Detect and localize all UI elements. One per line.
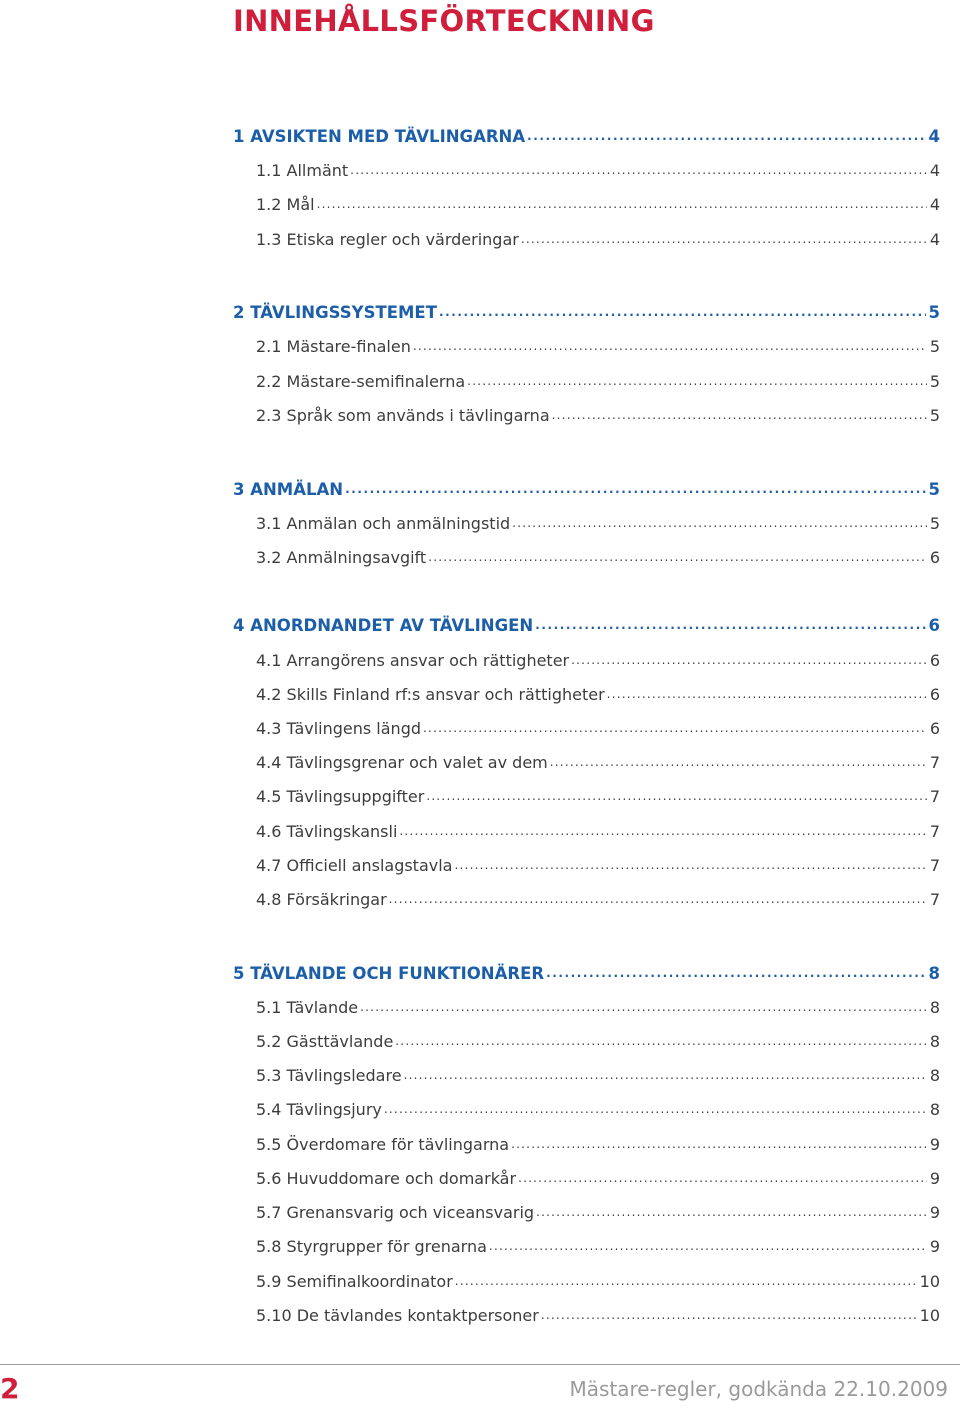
dot-leader: [317, 197, 927, 211]
dot-leader: [404, 1068, 927, 1082]
toc-entry[interactable]: [256, 541, 940, 567]
toc-entry-label: 5.1 Tävlande: [256, 998, 359, 1017]
toc-entry-page: 7: [929, 890, 940, 909]
dot-leader: [360, 1000, 927, 1014]
toc-entry-label: 4.8 Försäkringar: [256, 890, 387, 909]
toc-entry-page: 8: [928, 964, 940, 983]
toc-entry-page: 4: [929, 161, 940, 180]
toc-entry-page: 5: [928, 303, 940, 322]
toc-entry[interactable]: [233, 296, 940, 322]
dot-leader: [511, 1137, 927, 1151]
dot-leader: [467, 374, 927, 388]
dot-leader: [607, 687, 927, 701]
dot-leader: [395, 1034, 927, 1048]
dot-leader: [389, 892, 927, 906]
toc-entry-page: 9: [929, 1237, 940, 1256]
toc-entry-page: 5: [929, 514, 940, 533]
toc-entry-page: 7: [929, 787, 940, 806]
toc-entry-page: 4: [929, 230, 940, 249]
toc-entry-label: 2 TÄVLINGSSYSTEMET: [233, 303, 437, 322]
toc-entry[interactable]: [256, 1093, 940, 1119]
dot-leader: [518, 1171, 927, 1185]
toc-entry-page: 4: [928, 127, 940, 146]
toc-entry[interactable]: [256, 399, 940, 425]
toc-entry-page: 5: [929, 337, 940, 356]
toc-entry[interactable]: [256, 1162, 940, 1188]
dot-leader: [552, 408, 927, 422]
dot-leader: [536, 1205, 927, 1219]
toc-entry[interactable]: [256, 712, 940, 738]
toc-entry[interactable]: [256, 991, 940, 1017]
toc-entry[interactable]: [233, 609, 940, 635]
toc-entry-label: 4.3 Tävlingens längd: [256, 719, 422, 738]
toc-entry-page: 7: [929, 856, 940, 875]
toc-entry-label: 5.4 Tävlingsjury: [256, 1100, 382, 1119]
toc-entry-page: 5: [929, 406, 940, 425]
toc-entry-page: 7: [929, 822, 940, 841]
toc-entry-page: 5: [929, 372, 940, 391]
toc-entry-label: 5.6 Huvuddomare och domarkår: [256, 1169, 517, 1188]
dot-leader: [521, 232, 927, 246]
dot-leader: [384, 1102, 927, 1116]
toc-entry[interactable]: [256, 188, 940, 214]
toc-entry-label: 3 ANMÄLAN: [233, 480, 344, 499]
toc-entry-page: 4: [929, 195, 940, 214]
toc-entry-label: 4 ANORDNANDET AV TÄVLINGEN: [233, 616, 534, 635]
toc-entry[interactable]: [256, 1128, 940, 1154]
toc-entry-page: 8: [929, 998, 940, 1017]
toc-entry-page: 6: [929, 651, 940, 670]
toc-entry-page: 9: [929, 1169, 940, 1188]
toc-entry-page: 8: [929, 1032, 940, 1051]
toc-entry-page: 6: [929, 685, 940, 704]
toc-entry[interactable]: [256, 365, 940, 391]
toc-entry[interactable]: [256, 780, 940, 806]
toc-entry[interactable]: [256, 330, 940, 356]
toc-entry-label: 1 AVSIKTEN MED TÄVLINGARNA: [233, 127, 526, 146]
dot-leader: [550, 755, 927, 769]
dot-leader: [350, 163, 927, 177]
dot-leader: [535, 618, 925, 632]
dot-leader: [413, 339, 927, 353]
dot-leader: [512, 516, 927, 530]
toc-entry-label: 1.1 Allmänt: [256, 161, 349, 180]
dot-leader: [527, 129, 925, 143]
toc-entry-label: 3.1 Anmälan och anmälningstid: [256, 514, 511, 533]
toc-entry-label: 2.2 Mästare-semifinalerna: [256, 372, 466, 391]
toc-entry-label: 5.3 Tävlingsledare: [256, 1066, 402, 1085]
toc-entry-label: 4.6 Tävlingskansli: [256, 822, 398, 841]
toc-entry[interactable]: [233, 957, 940, 983]
toc-entry-label: 4.4 Tävlingsgrenar och valet av dem: [256, 753, 548, 772]
dot-leader: [541, 1308, 917, 1322]
toc-entry[interactable]: [256, 746, 940, 772]
toc-entry[interactable]: [256, 1299, 940, 1325]
toc-entry-page: 8: [929, 1066, 940, 1085]
dot-leader: [489, 1239, 927, 1253]
dot-leader: [455, 1274, 917, 1288]
dot-leader: [426, 789, 926, 803]
toc-entry[interactable]: [256, 154, 940, 180]
toc-entry[interactable]: [256, 1059, 940, 1085]
toc-entry-label: 5.7 Grenansvarig och viceansvarig: [256, 1203, 535, 1222]
dot-leader: [571, 653, 927, 667]
toc-entry-page: 6: [928, 616, 940, 635]
dot-leader: [454, 858, 926, 872]
toc-entry[interactable]: [256, 1265, 940, 1291]
dot-leader: [439, 305, 926, 319]
toc-entry[interactable]: [233, 120, 940, 146]
toc-entry-label: 2.1 Mästare-finalen: [256, 337, 411, 356]
page-number: 2: [0, 1372, 20, 1405]
toc-entry-label: 2.3 Språk som används i tävlingarna: [256, 406, 550, 425]
footer-divider: [0, 1364, 960, 1365]
dot-leader: [428, 550, 927, 564]
dot-leader: [423, 721, 927, 735]
toc-entry-page: 10: [919, 1272, 940, 1291]
page-title: INNEHÅLLSFÖRTECKNING: [233, 4, 655, 38]
toc-entry[interactable]: [233, 473, 940, 499]
toc-entry-page: 6: [929, 548, 940, 567]
toc-entry-page: 7: [929, 753, 940, 772]
toc-entry-page: 5: [928, 480, 940, 499]
dot-leader: [546, 966, 925, 980]
toc-entry-label: 3.2 Anmälningsavgift: [256, 548, 427, 567]
toc-entry-page: 6: [929, 719, 940, 738]
toc-entry-label: 5.10 De tävlandes kontaktpersoner: [256, 1306, 539, 1325]
toc-entry-label: 5 TÄVLANDE OCH FUNKTIONÄRER: [233, 964, 545, 983]
toc-entry[interactable]: [256, 507, 940, 533]
toc-entry-label: 5.5 Överdomare för tävlingarna: [256, 1135, 510, 1154]
toc-entry-label: 4.2 Skills Finland rf:s ansvar och rättigheter: [256, 685, 605, 704]
toc-entry[interactable]: [256, 678, 940, 704]
toc-entry-label: 4.5 Tävlingsuppgifter: [256, 787, 425, 806]
toc-entry[interactable]: [256, 815, 940, 841]
toc-entry[interactable]: [256, 1230, 940, 1256]
toc-entry-label: 5.2 Gästtävlande: [256, 1032, 394, 1051]
toc-entry[interactable]: [256, 1025, 940, 1051]
toc-entry-label: 4.7 Officiell anslagstavla: [256, 856, 453, 875]
toc-entry[interactable]: [256, 1196, 940, 1222]
toc-entry-page: 9: [929, 1203, 940, 1222]
toc-entry[interactable]: [256, 644, 940, 670]
toc-entry-page: 8: [929, 1100, 940, 1119]
toc-entry[interactable]: [256, 883, 940, 909]
dot-leader: [399, 824, 926, 838]
toc-entry-label: 5.9 Semifinalkoordinator: [256, 1272, 453, 1291]
toc-entry-label: 1.2 Mål: [256, 195, 315, 214]
toc-entry-page: 10: [919, 1306, 940, 1325]
toc-entry[interactable]: [256, 849, 940, 875]
toc-entry[interactable]: [256, 223, 940, 249]
footer-text: Mästare-regler, godkända 22.10.2009: [569, 1377, 948, 1401]
dot-leader: [345, 482, 925, 496]
toc-entry-label: 4.1 Arrangörens ansvar och rättigheter: [256, 651, 570, 670]
toc-entry-label: 5.8 Styrgrupper för grenarna: [256, 1237, 487, 1256]
toc-entry-label: 1.3 Etiska regler och värderingar: [256, 230, 519, 249]
toc-entry-page: 9: [929, 1135, 940, 1154]
